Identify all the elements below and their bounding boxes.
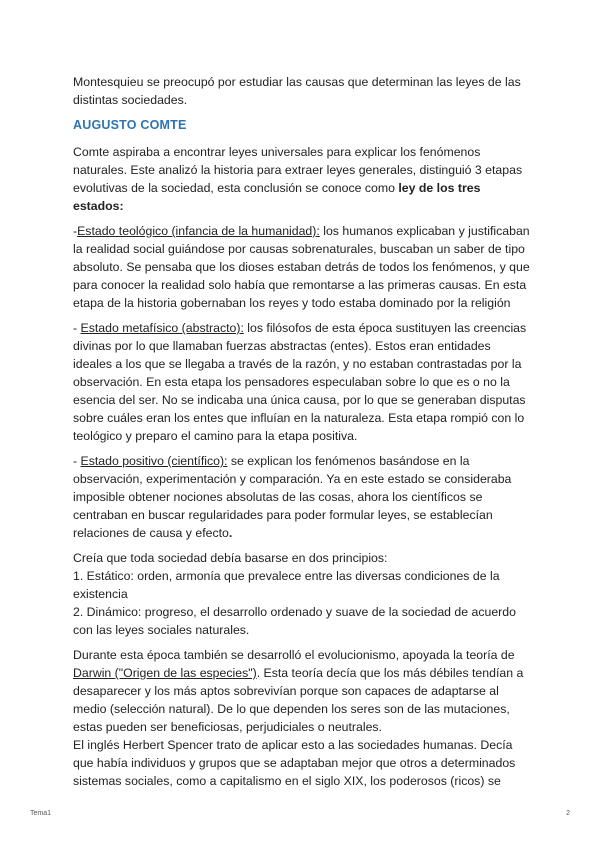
comte-paragraph [73,143,531,215]
stage-prefix: - [73,224,78,238]
principles-intro: Creía que toda sociedad debía basarse en dos principios: [73,551,388,565]
stage-metaphysical [73,319,531,445]
spencer-paragraph: El inglés Herbert Spencer trato de aplicar esto a las sociedades humanas. Decía que había individuos y grupos que se adaptaban mejor que otros a determinados sistemas sociales, como a capitalismo en el siglo XIX, los poderosos (ricos) se [73,738,516,788]
stage-prefix: - [73,454,81,468]
footer-topic: Tema1 [30,810,52,817]
comte-bold-term: ley de los tres estados: [73,181,481,213]
comte-text: Comte aspiraba a encontrar leyes universales para explicar los fenómenos naturales. Este analizó la historia para extraer leyes generales, distinguió 3 etapas evolutivas de la sociedad, esta conclusión se conoce como [73,145,523,195]
stage-positive [73,452,531,542]
stage-title: Estado teológico (infancia de la humanidad): [77,224,320,238]
page-body [73,73,531,797]
stage-title: Estado positivo (científico): [80,454,228,468]
stage-text: los filósofos de esta época sustituyen las creencias divinas por lo que llamaban fuerzas abstractas (entes). Estos eran entidades ideales a los que se llegaba a través de la razón, y no estaban contrastadas por la observación. En esta etapa los pensadores especulaban sobre lo que es o no la esencia del ser. No se indicaba una única causa, por lo que se generaban disputas sobre cuáles eran los entes que influían en la naturaleza. Esta etapa rompió con lo teológico y preparo el camino para la etapa positiva. [73,321,527,443]
intro-paragraph: Montesquieu se preocupó por estudiar las causas que determinan las leyes de las distintas sociedades. [73,75,521,107]
principle-dynamic: 2. Dinámico: progreso, el desarrollo ordenado y suave de la sociedad de acuerdo con las leyes sociales naturales. [73,605,516,637]
stage-theological [73,222,531,312]
stage-end: . [228,526,233,540]
evolution-text-rest: . Esta teoría decía que los más débiles tendían a desaparecer y los más aptos sobrevivían porque son capaces de adaptarse al medio (selección natural). De lo que dependen los seres son de las mutaciones, estas pueden ser beneficiosas, perjudiciales o neutrales. [73,666,524,734]
principle-static: 1. Estático: orden, armonía que prevalece entre las diversas condiciones de la existencia [73,569,500,601]
stage-text: los humanos explicaban y justificaban la realidad social guiándose por causas sobrenaturales, buscaban un saber de tipo absoluto. Se pensaba que los dioses estaban detrás de todos los fenómenos, y que para conocer la realidad solo había que remontarse a las primeras causas. En esta etapa de la historia gobernaban los reyes y todo estaba dominado por la religión [73,224,530,310]
stage-prefix: - [73,321,81,335]
stage-text: se explican los fenómenos basándose en la observación, experimentación y comparación. Ya en este estado se consideraba imposible obtener nociones absolutas de las cosas, ahora los científicos se centraban en buscar regularidades para poder formular leyes, se establecían relaciones de causa y efecto [73,454,512,540]
darwin-reference: Darwin ("Origen de las especies") [73,666,257,680]
stage-title: Estado metafísico (abstracto): [80,321,244,335]
page-number: 2 [566,810,570,817]
evolution-text: Durante esta época también se desarrolló el evolucionismo, apoyada la teoría de [73,648,515,662]
evolution-paragraph [73,646,531,736]
section-heading: AUGUSTO COMTE [73,118,187,132]
